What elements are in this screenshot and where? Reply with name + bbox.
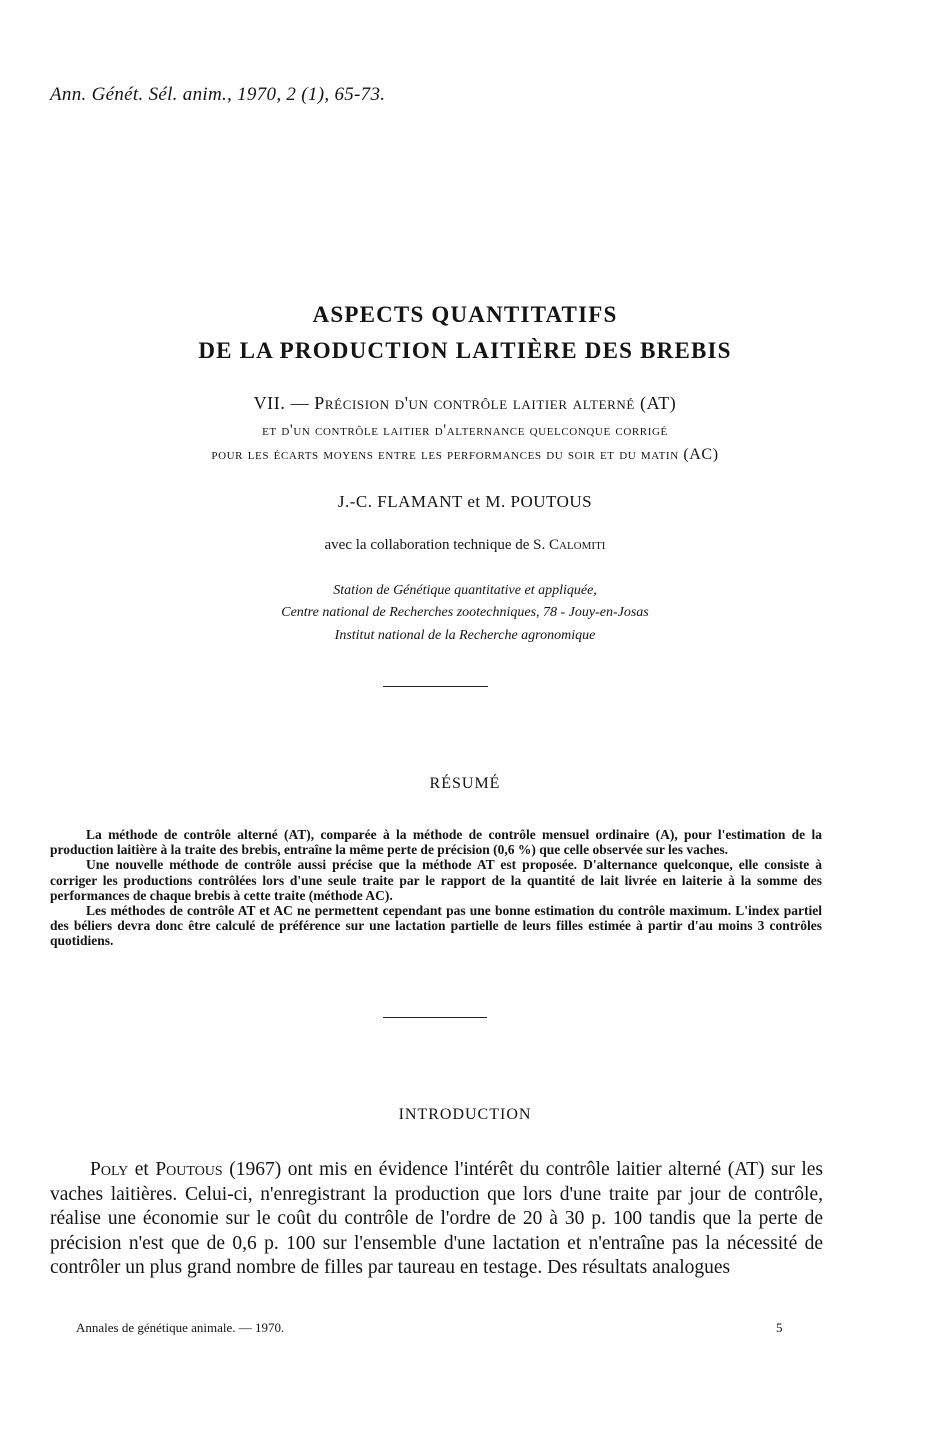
introduction-paragraph bbox=[50, 1158, 823, 1281]
collaboration-credit bbox=[0, 537, 930, 554]
subtitle-line-3: pour les écarts moyens entre les performances du soir et du matin (AC) bbox=[211, 446, 719, 463]
subtitle-line-2: et d'un contrôle laitier d'alternance quelconque corrigé bbox=[262, 422, 668, 439]
citation-author-1: Poly bbox=[90, 1159, 129, 1180]
separator-rule-top bbox=[383, 686, 488, 687]
affiliation-line-3: Institut national de la Recherche agronomique bbox=[334, 628, 596, 643]
collaboration-prefix: avec la collaboration technique de S. bbox=[324, 537, 546, 553]
resume-paragraph-2: Une nouvelle méthode de contrôle aussi précise que la méthode AT est proposée. D'alternance quelconque, elle consiste à corriger les productions contrôlées lors d'une seule traite par le rapport de la quantité de lait livrée en laiterie à la somme des performances de chaque brebis à cette traite (méthode AC). bbox=[50, 857, 822, 903]
paper-title-line-2: DE LA PRODUCTION LAITIÈRE DES BREBIS bbox=[198, 338, 732, 363]
footer-journal: Annales de génétique animale. — 1970. bbox=[76, 1320, 285, 1335]
introduction-heading: INTRODUCTION bbox=[398, 1106, 532, 1123]
collaborator-name: Calomiti bbox=[549, 537, 606, 553]
page-number: 5 bbox=[776, 1320, 783, 1335]
resume-body bbox=[50, 827, 822, 949]
resume-paragraph-3: Les méthodes de contrôle AT et AC ne permettent cependant pas une bonne estimation du contrôle maximum. L'index partiel des béliers devra donc être calculé de préférence sur une lactation partielle de leurs filles estimée à partir d'au moins 3 contrôles quotidiens. bbox=[50, 903, 822, 949]
subtitle-line-1: VII. — Précision d'un contrôle laitier alterné (AT) bbox=[253, 393, 677, 413]
introduction-text: (1967) ont mis en évidence l'intérêt du contrôle laitier alterné (AT) sur les vaches laitières. Celui-ci, n'enregistrant la production que lors d'une traite par jour de contrôle, réalise une économie sur le coût du contrôle de l'ordre de 20 à 30 p. 100 tandis que la perte de précision n'est que de 0,6 p. 100 sur l'ensemble d'une lactation et n'entraîne pas la nécessité de contrôler un plus grand nombre de filles par taureau en testage. Des résultats analogues bbox=[50, 1159, 824, 1279]
separator-rule-bottom bbox=[383, 1017, 487, 1018]
affiliation-line-1: Station de Génétique quantitative et appliquée, bbox=[333, 583, 597, 598]
resume-paragraph-1: La méthode de contrôle alterné (AT), comparée à la méthode de contrôle mensuel ordinaire (A), pour l'estimation de la production laitière à la traite des brebis, entraîne la même perte de précision (0,6 %) que celle observée sur les vaches. bbox=[50, 827, 822, 858]
journal-reference: Ann. Génét. Sél. anim., 1970, 2 (1), 65-73. bbox=[50, 84, 386, 105]
citation-author-2: Poutous bbox=[155, 1159, 223, 1180]
resume-heading: RÉSUMÉ bbox=[429, 775, 501, 792]
authors: J.-C. FLAMANT et M. POUTOUS bbox=[337, 492, 593, 511]
introduction-body bbox=[50, 1158, 823, 1281]
citation-connector: et bbox=[134, 1159, 149, 1180]
paper-title-line-1: ASPECTS QUANTITATIFS bbox=[312, 302, 618, 327]
affiliation-line-2: Centre national de Recherches zootechniques, 78 - Jouy-en-Josas bbox=[281, 605, 649, 620]
